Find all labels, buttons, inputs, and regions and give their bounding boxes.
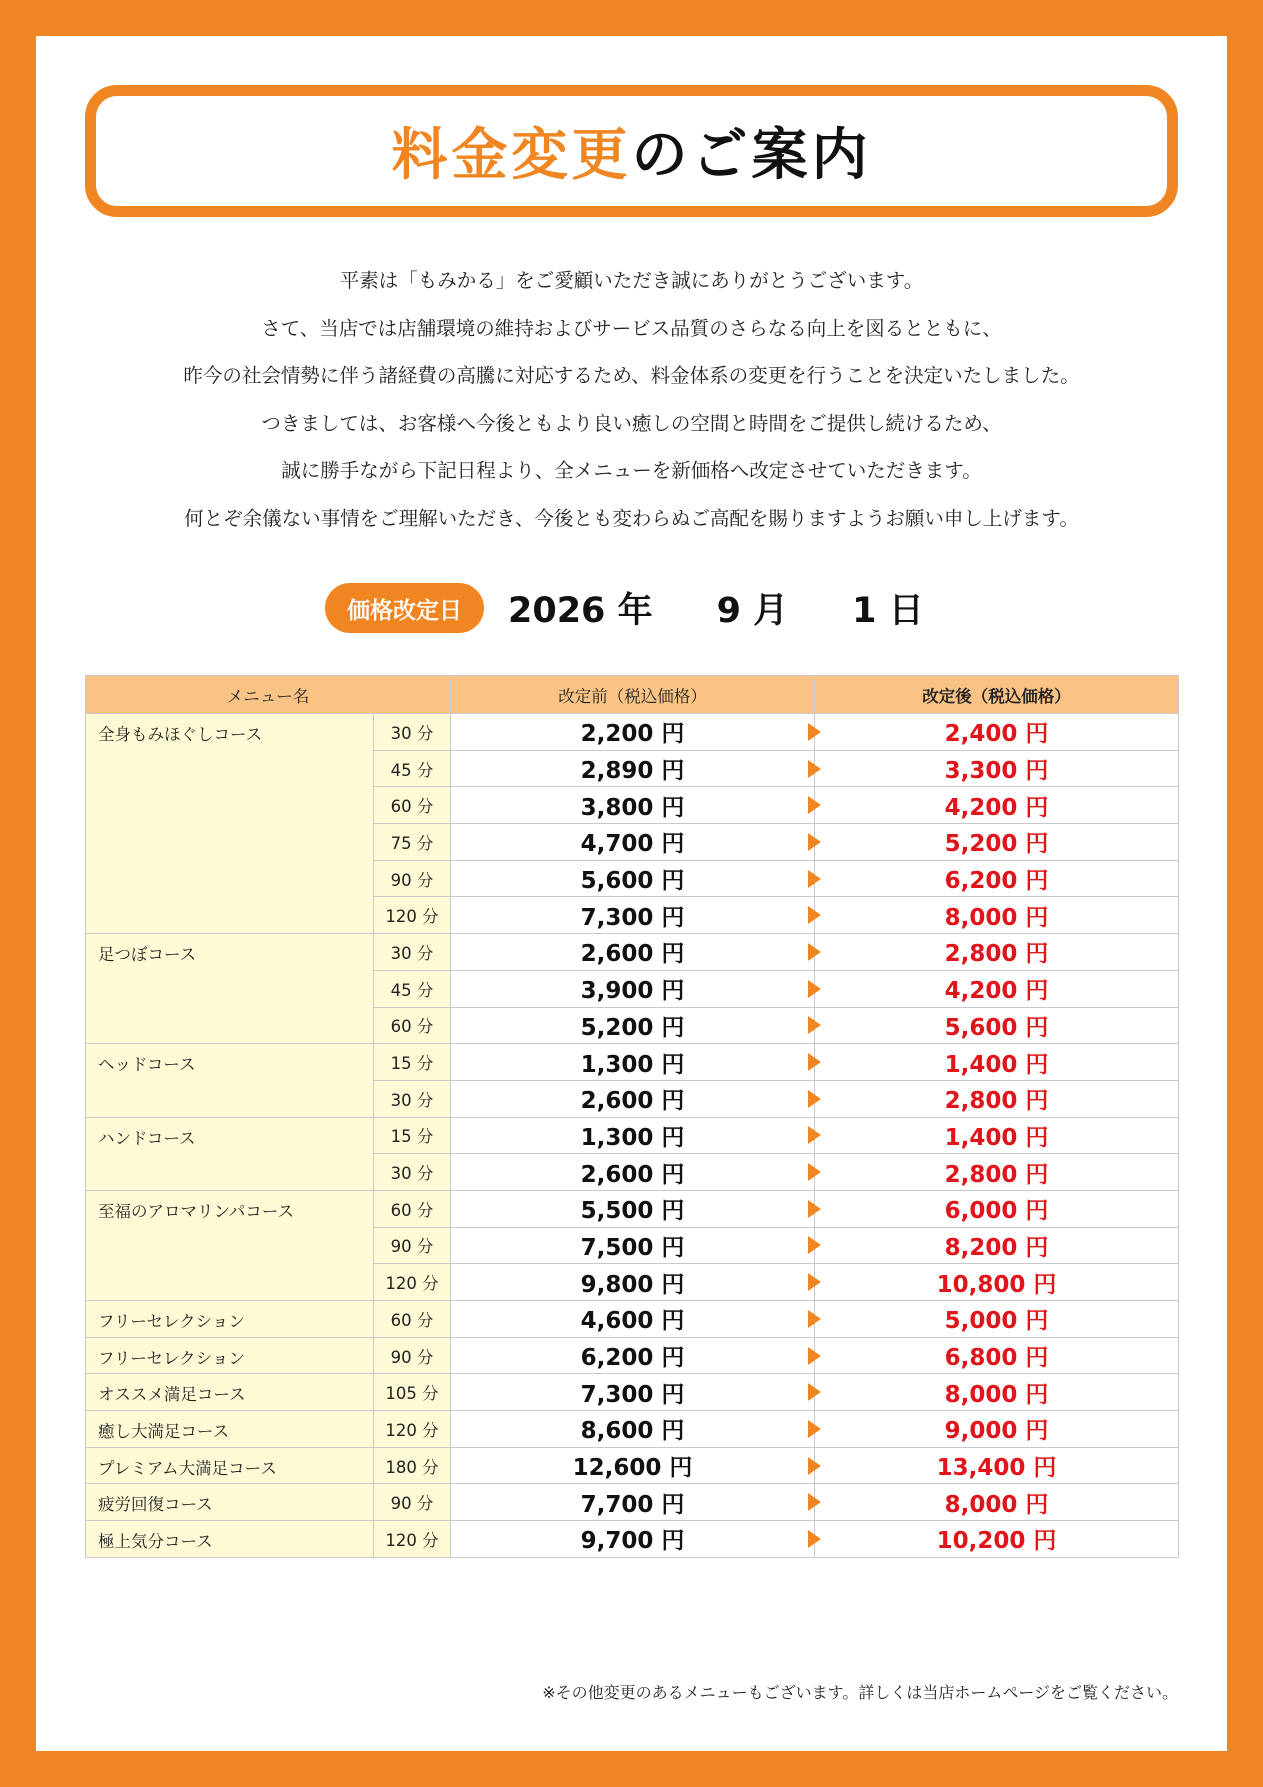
arrow-right-icon (808, 1530, 821, 1548)
price-after: 5,200 円 (815, 824, 1179, 861)
arrow-right-icon (808, 870, 821, 888)
price-before (451, 1447, 815, 1484)
header-after: 改定後（税込価格） (815, 676, 1179, 714)
table-row (86, 1190, 1179, 1227)
duration: 30 分 (374, 1154, 451, 1191)
price-table-body (86, 714, 1179, 1558)
revision-year: 2026 年 (508, 591, 653, 631)
price-after: 2,400 円 (815, 714, 1179, 751)
price-after: 2,800 円 (815, 1080, 1179, 1117)
table-row (86, 934, 1179, 971)
price-after: 5,000 円 (815, 1301, 1179, 1338)
menu-name: 癒し大満足コース (86, 1411, 374, 1448)
arrow-right-icon (808, 1457, 821, 1475)
duration: 30 分 (374, 714, 451, 751)
table-row (86, 1521, 1179, 1558)
arrow-right-icon (808, 1163, 821, 1181)
price-before-value: 1,300 円 (580, 1051, 685, 1078)
price-after: 8,000 円 (815, 1374, 1179, 1411)
price-before (451, 1337, 815, 1374)
price-before (451, 787, 815, 824)
price-before (451, 897, 815, 934)
menu-name: フリーセレクション (86, 1301, 374, 1338)
revision-day: 1 日 (852, 591, 924, 631)
price-before-value: 9,800 円 (580, 1271, 685, 1298)
intro-line: つきましては、お客様へ今後ともより良い癒しの空間と時間をご提供し続けるため、 (261, 411, 1002, 435)
duration: 90 分 (374, 1227, 451, 1264)
arrow-right-icon (808, 1420, 821, 1438)
intro-line: 平素は「もみかる」をご愛顧いただき誠にありがとうございます。 (339, 269, 924, 292)
price-before (451, 1117, 815, 1154)
duration: 60 分 (374, 1007, 451, 1044)
price-after: 9,000 円 (815, 1411, 1179, 1448)
price-before (451, 860, 815, 897)
price-before (451, 970, 815, 1007)
arrow-right-icon (808, 723, 821, 741)
price-before-value: 2,890 円 (580, 758, 685, 785)
arrow-right-icon (808, 833, 821, 851)
footnote: ※その他変更のあるメニューもございます。詳しくは当店ホームページをご覧ください。 (542, 1683, 1178, 1702)
price-before (451, 1301, 815, 1338)
price-after: 8,000 円 (815, 897, 1179, 934)
title-box (85, 85, 1178, 217)
revision-date-row (325, 582, 924, 634)
table-row (86, 714, 1179, 751)
price-after: 8,000 円 (815, 1484, 1179, 1521)
arrow-right-icon (808, 1347, 821, 1365)
price-before-value: 9,700 円 (580, 1528, 685, 1555)
revision-date-badge: 価格改定日 (325, 583, 484, 633)
menu-name: プレミアム大満足コース (86, 1447, 374, 1484)
price-before-value: 4,600 円 (580, 1308, 685, 1335)
price-before-value: 7,700 円 (580, 1491, 685, 1518)
header-menu: メニュー名 (86, 676, 451, 714)
table-header-row (86, 676, 1179, 714)
price-before (451, 1044, 815, 1081)
arrow-right-icon (808, 1126, 821, 1144)
price-before (451, 1521, 815, 1558)
price-before-value: 7,300 円 (580, 904, 685, 931)
arrow-right-icon (808, 943, 821, 961)
menu-name: オススメ満足コース (86, 1374, 374, 1411)
price-before-value: 3,900 円 (580, 978, 685, 1005)
menu-name: 極上気分コース (86, 1521, 374, 1558)
arrow-right-icon (808, 1383, 821, 1401)
price-after: 6,800 円 (815, 1337, 1179, 1374)
menu-name: 足つぼコース (86, 934, 374, 1044)
price-before (451, 1080, 815, 1117)
price-before (451, 1484, 815, 1521)
menu-name: 至福のアロマリンパコース (86, 1190, 374, 1300)
table-row (86, 1301, 1179, 1338)
duration: 120 分 (374, 1411, 451, 1448)
table-row (86, 1447, 1179, 1484)
duration: 15 分 (374, 1117, 451, 1154)
menu-name: ハンドコース (86, 1117, 374, 1190)
price-before (451, 1227, 815, 1264)
price-before-value: 8,600 円 (580, 1418, 685, 1445)
page-title (392, 111, 872, 191)
arrow-right-icon (808, 1273, 821, 1291)
price-after: 13,400 円 (815, 1447, 1179, 1484)
arrow-right-icon (808, 980, 821, 998)
price-before-value: 1,300 円 (580, 1124, 685, 1151)
price-before (451, 750, 815, 787)
price-before-value: 2,600 円 (580, 1161, 685, 1188)
price-before-value: 5,500 円 (580, 1198, 685, 1225)
price-after: 6,200 円 (815, 860, 1179, 897)
intro-line: 誠に勝手ながら下記日程より、全メニューを新価格へ改定させていただきます。 (281, 459, 982, 482)
duration: 45 分 (374, 970, 451, 1007)
arrow-right-icon (808, 1090, 821, 1108)
table-row (86, 1411, 1179, 1448)
price-after: 10,200 円 (815, 1521, 1179, 1558)
price-before-value: 2,600 円 (580, 941, 685, 968)
arrow-right-icon (808, 1053, 821, 1071)
price-before (451, 1190, 815, 1227)
duration: 60 分 (374, 1190, 451, 1227)
revision-month: 9 月 (716, 591, 789, 631)
duration: 75 分 (374, 824, 451, 861)
price-table (85, 675, 1179, 1558)
duration: 45 分 (374, 750, 451, 787)
price-before (451, 934, 815, 971)
price-after: 4,200 円 (815, 970, 1179, 1007)
price-before-value: 5,200 円 (580, 1014, 685, 1041)
arrow-right-icon (808, 1200, 821, 1218)
table-row (86, 1117, 1179, 1154)
price-after: 1,400 円 (815, 1117, 1179, 1154)
arrow-right-icon (808, 1016, 821, 1034)
menu-name: 疲労回復コース (86, 1484, 374, 1521)
price-after: 10,800 円 (815, 1264, 1179, 1301)
price-before-value: 7,300 円 (580, 1381, 685, 1408)
arrow-right-icon (808, 906, 821, 924)
table-row (86, 1374, 1179, 1411)
arrow-right-icon (808, 1493, 821, 1511)
table-row (86, 1337, 1179, 1374)
intro-line: 何とぞ余儀ない事情をご理解いただき、今後とも変わらぬご高配を賜りますようお願い申し上げます。 (184, 506, 1079, 530)
duration: 15 分 (374, 1044, 451, 1081)
table-row (86, 1044, 1179, 1081)
title-rest: のご案内 (631, 123, 872, 188)
price-before (451, 1007, 815, 1044)
header-before: 改定前（税込価格） (451, 676, 815, 714)
duration: 120 分 (374, 1264, 451, 1301)
title-accent: 料金変更 (391, 123, 632, 188)
duration: 120 分 (374, 1521, 451, 1558)
price-before (451, 1374, 815, 1411)
arrow-right-icon (808, 1236, 821, 1254)
duration: 60 分 (374, 1301, 451, 1338)
duration: 90 分 (374, 1484, 451, 1521)
intro-line: さて、当店では店舗環境の維持およびサービス品質のさらなる向上を図るとともに、 (261, 316, 1002, 340)
price-before-value: 7,500 円 (580, 1234, 685, 1261)
price-after: 4,200 円 (815, 787, 1179, 824)
price-before (451, 1264, 815, 1301)
duration: 105 分 (374, 1374, 451, 1411)
duration: 180 分 (374, 1447, 451, 1484)
arrow-right-icon (808, 1310, 821, 1328)
arrow-right-icon (808, 796, 821, 814)
menu-name: フリーセレクション (86, 1337, 374, 1374)
price-before-value: 2,200 円 (580, 721, 685, 748)
price-before (451, 714, 815, 751)
duration: 60 分 (374, 787, 451, 824)
price-before-value: 3,800 円 (580, 794, 685, 821)
menu-name: 全身もみほぐしコース (86, 714, 374, 934)
price-before (451, 824, 815, 861)
revision-date (508, 583, 924, 633)
duration: 30 分 (374, 1080, 451, 1117)
price-after: 2,800 円 (815, 1154, 1179, 1191)
price-after: 3,300 円 (815, 750, 1179, 787)
duration: 30 分 (374, 934, 451, 971)
intro-text (60, 257, 1203, 542)
price-before (451, 1154, 815, 1191)
price-after: 6,000 円 (815, 1190, 1179, 1227)
price-before-value: 6,200 円 (580, 1345, 685, 1372)
price-after: 2,800 円 (815, 934, 1179, 971)
price-before-value: 4,700 円 (580, 831, 685, 858)
price-after: 8,200 円 (815, 1227, 1179, 1264)
price-before-value: 12,600 円 (572, 1455, 693, 1482)
intro-line: 昨今の社会情勢に伴う諸経費の高騰に対応するため、料金体系の変更を行うことを決定いたしました。 (183, 364, 1080, 387)
table-row (86, 1484, 1179, 1521)
price-before-value: 2,600 円 (580, 1088, 685, 1115)
menu-name: ヘッドコース (86, 1044, 374, 1117)
price-before-value: 5,600 円 (580, 868, 685, 895)
duration: 120 分 (374, 897, 451, 934)
duration: 90 分 (374, 1337, 451, 1374)
arrow-right-icon (808, 760, 821, 778)
price-after: 5,600 円 (815, 1007, 1179, 1044)
price-after: 1,400 円 (815, 1044, 1179, 1081)
price-before (451, 1411, 815, 1448)
duration: 90 分 (374, 860, 451, 897)
